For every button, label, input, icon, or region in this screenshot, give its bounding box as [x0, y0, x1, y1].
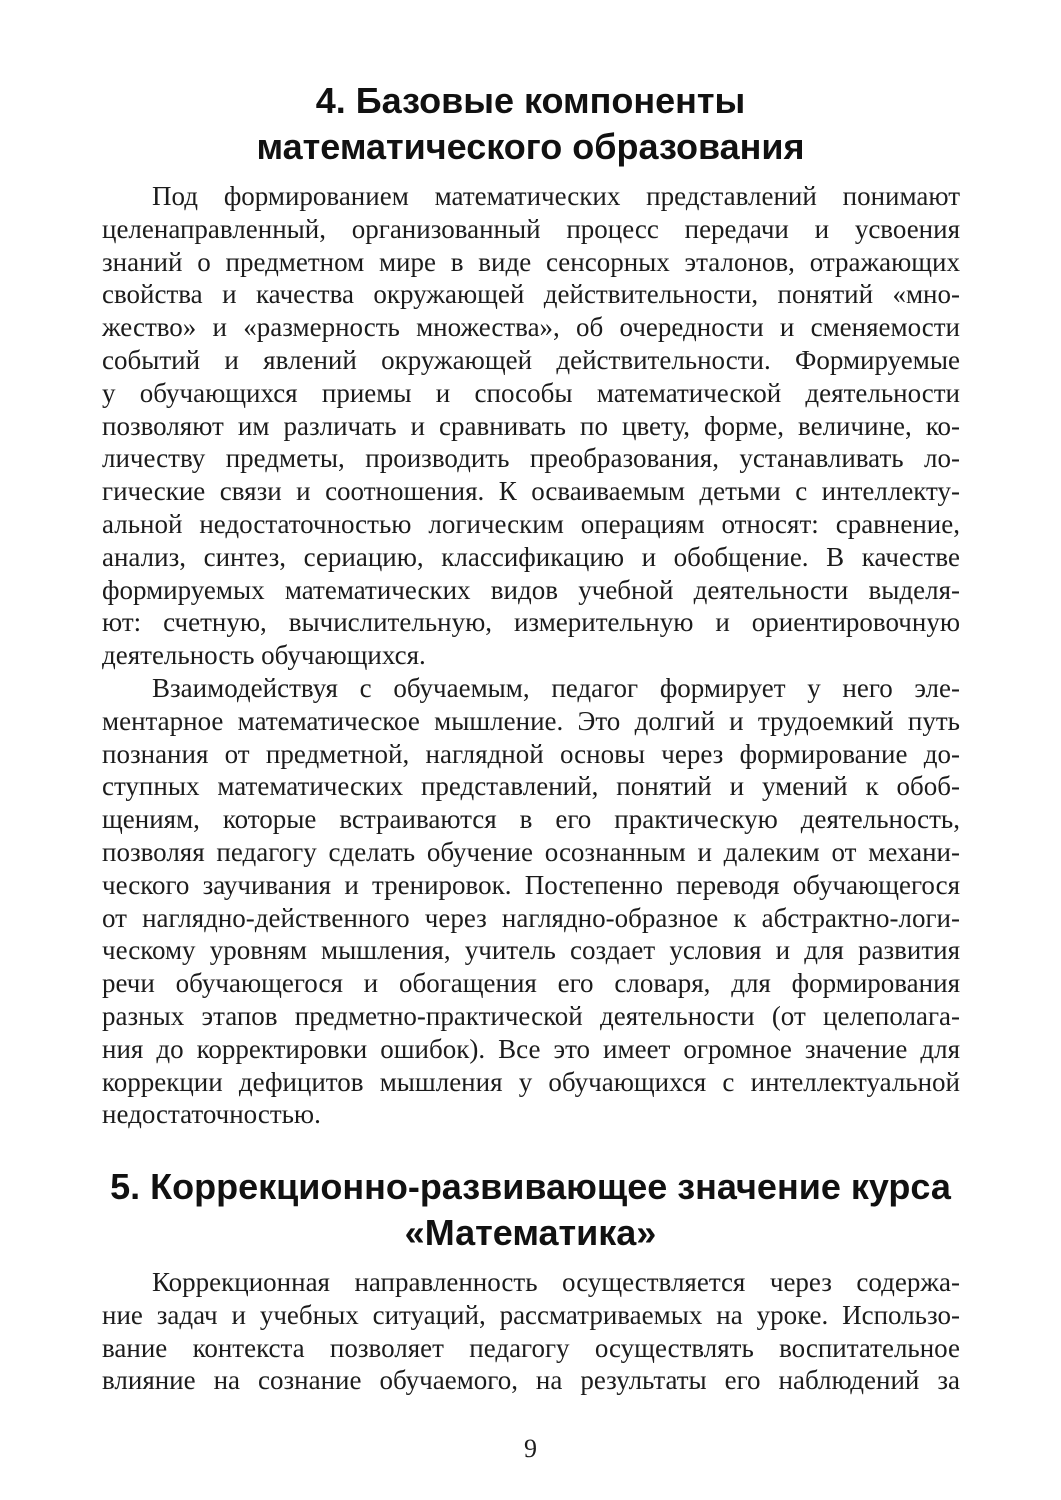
text-line: событий и явлений окружающей действительности. Формируемые — [102, 345, 960, 375]
text-line: разных этапов предметно-практической деятельности (от целеполага- — [102, 1001, 960, 1031]
text-line: Коррекционная направленность осуществляется через содержа- — [152, 1267, 960, 1297]
text-line: позволяя педагогу сделать обучение осознанным и далеким от механи- — [102, 837, 960, 867]
heading-line: 4. Базовые компоненты — [315, 80, 746, 121]
section-5-heading — [100, 1164, 961, 1256]
text-line: ментарное математическое мышление. Это долгий и трудоемкий путь — [102, 705, 960, 736]
text-line: от наглядно-действенного через наглядно-образное к абстрактно-логи- — [102, 902, 960, 933]
section-4-heading — [100, 78, 961, 170]
page-number: 9 — [524, 1434, 537, 1463]
text-line: альной недостаточностью логическим операциям относят: сравнение, — [102, 509, 960, 539]
text-line: анализ, синтез, сериацию, классификацию и обобщение. В качестве — [102, 541, 960, 572]
text-line: влияние на сознание обучаемого, на результаты его наблюдений за — [102, 1365, 960, 1396]
text-line: ческому уровням мышления, учитель создает условия и для развития — [102, 935, 960, 966]
text-line: недостаточностью. — [102, 1099, 321, 1130]
text-line: Взаимодействуя с обучаемым, педагог формирует у него эле- — [152, 673, 960, 703]
text-line: ния до корректировки ошибок). Все это имеет огромное значение для — [102, 1033, 960, 1064]
text-line: свойства и качества окружающей действительности, понятий «мно- — [102, 279, 960, 310]
text-line: коррекции дефицитов мышления у обучающихся с интеллектуальной — [102, 1066, 960, 1097]
text-line: у обучающихся приемы и способы математической деятельности — [102, 377, 960, 408]
text-line: целенаправленный, организованный процесс передачи и усвоения — [102, 213, 960, 244]
text-line: ступных математических представлений, понятий и умений к обоб- — [102, 771, 960, 802]
heading-line: «Математика» — [404, 1212, 657, 1253]
text-line: гические связи и соотношения. К осваиваемым детьми с интеллекту- — [102, 476, 960, 507]
text-line: речи обучающегося и обогащения его словаря, для формирования — [102, 968, 960, 999]
text-line: познания от предметной, наглядной основы через формирование до- — [102, 738, 960, 769]
text-line: деятельность обучающихся. — [102, 640, 426, 671]
text-line: жество» и «размерность множества», об очередности и сменяемости — [102, 312, 960, 343]
text-line: Под формированием математических представлений понимают — [152, 181, 960, 211]
text-line: личеству предметы, производить преобразования, устанавливать ло- — [102, 443, 960, 474]
text-line: щениям, которые встраиваются в его практическую деятельность, — [102, 804, 960, 835]
text-line: ческого заучивания и тренировок. Постепенно переводя обучающегося — [102, 869, 960, 900]
heading-line: математического образования — [256, 126, 805, 167]
text-line: вание контекста позволяет педагогу осуществлять воспитательное — [102, 1332, 960, 1363]
text-line: знаний о предметном мире в виде сенсорных эталонов, отражающих — [102, 246, 960, 277]
text-line: ние задач и учебных ситуаций, рассматриваемых на уроке. Использо- — [102, 1299, 960, 1330]
text-line: ют: счетную, вычислительную, измерительную и ориентировочную — [102, 607, 960, 638]
text-line: позволяют им различать и сравнивать по цвету, форме, величине, ко- — [102, 410, 960, 441]
text-line: формируемых математических видов учебной деятельности выделя- — [102, 574, 960, 605]
heading-line: 5. Коррекционно-развивающее значение курса — [110, 1166, 951, 1207]
